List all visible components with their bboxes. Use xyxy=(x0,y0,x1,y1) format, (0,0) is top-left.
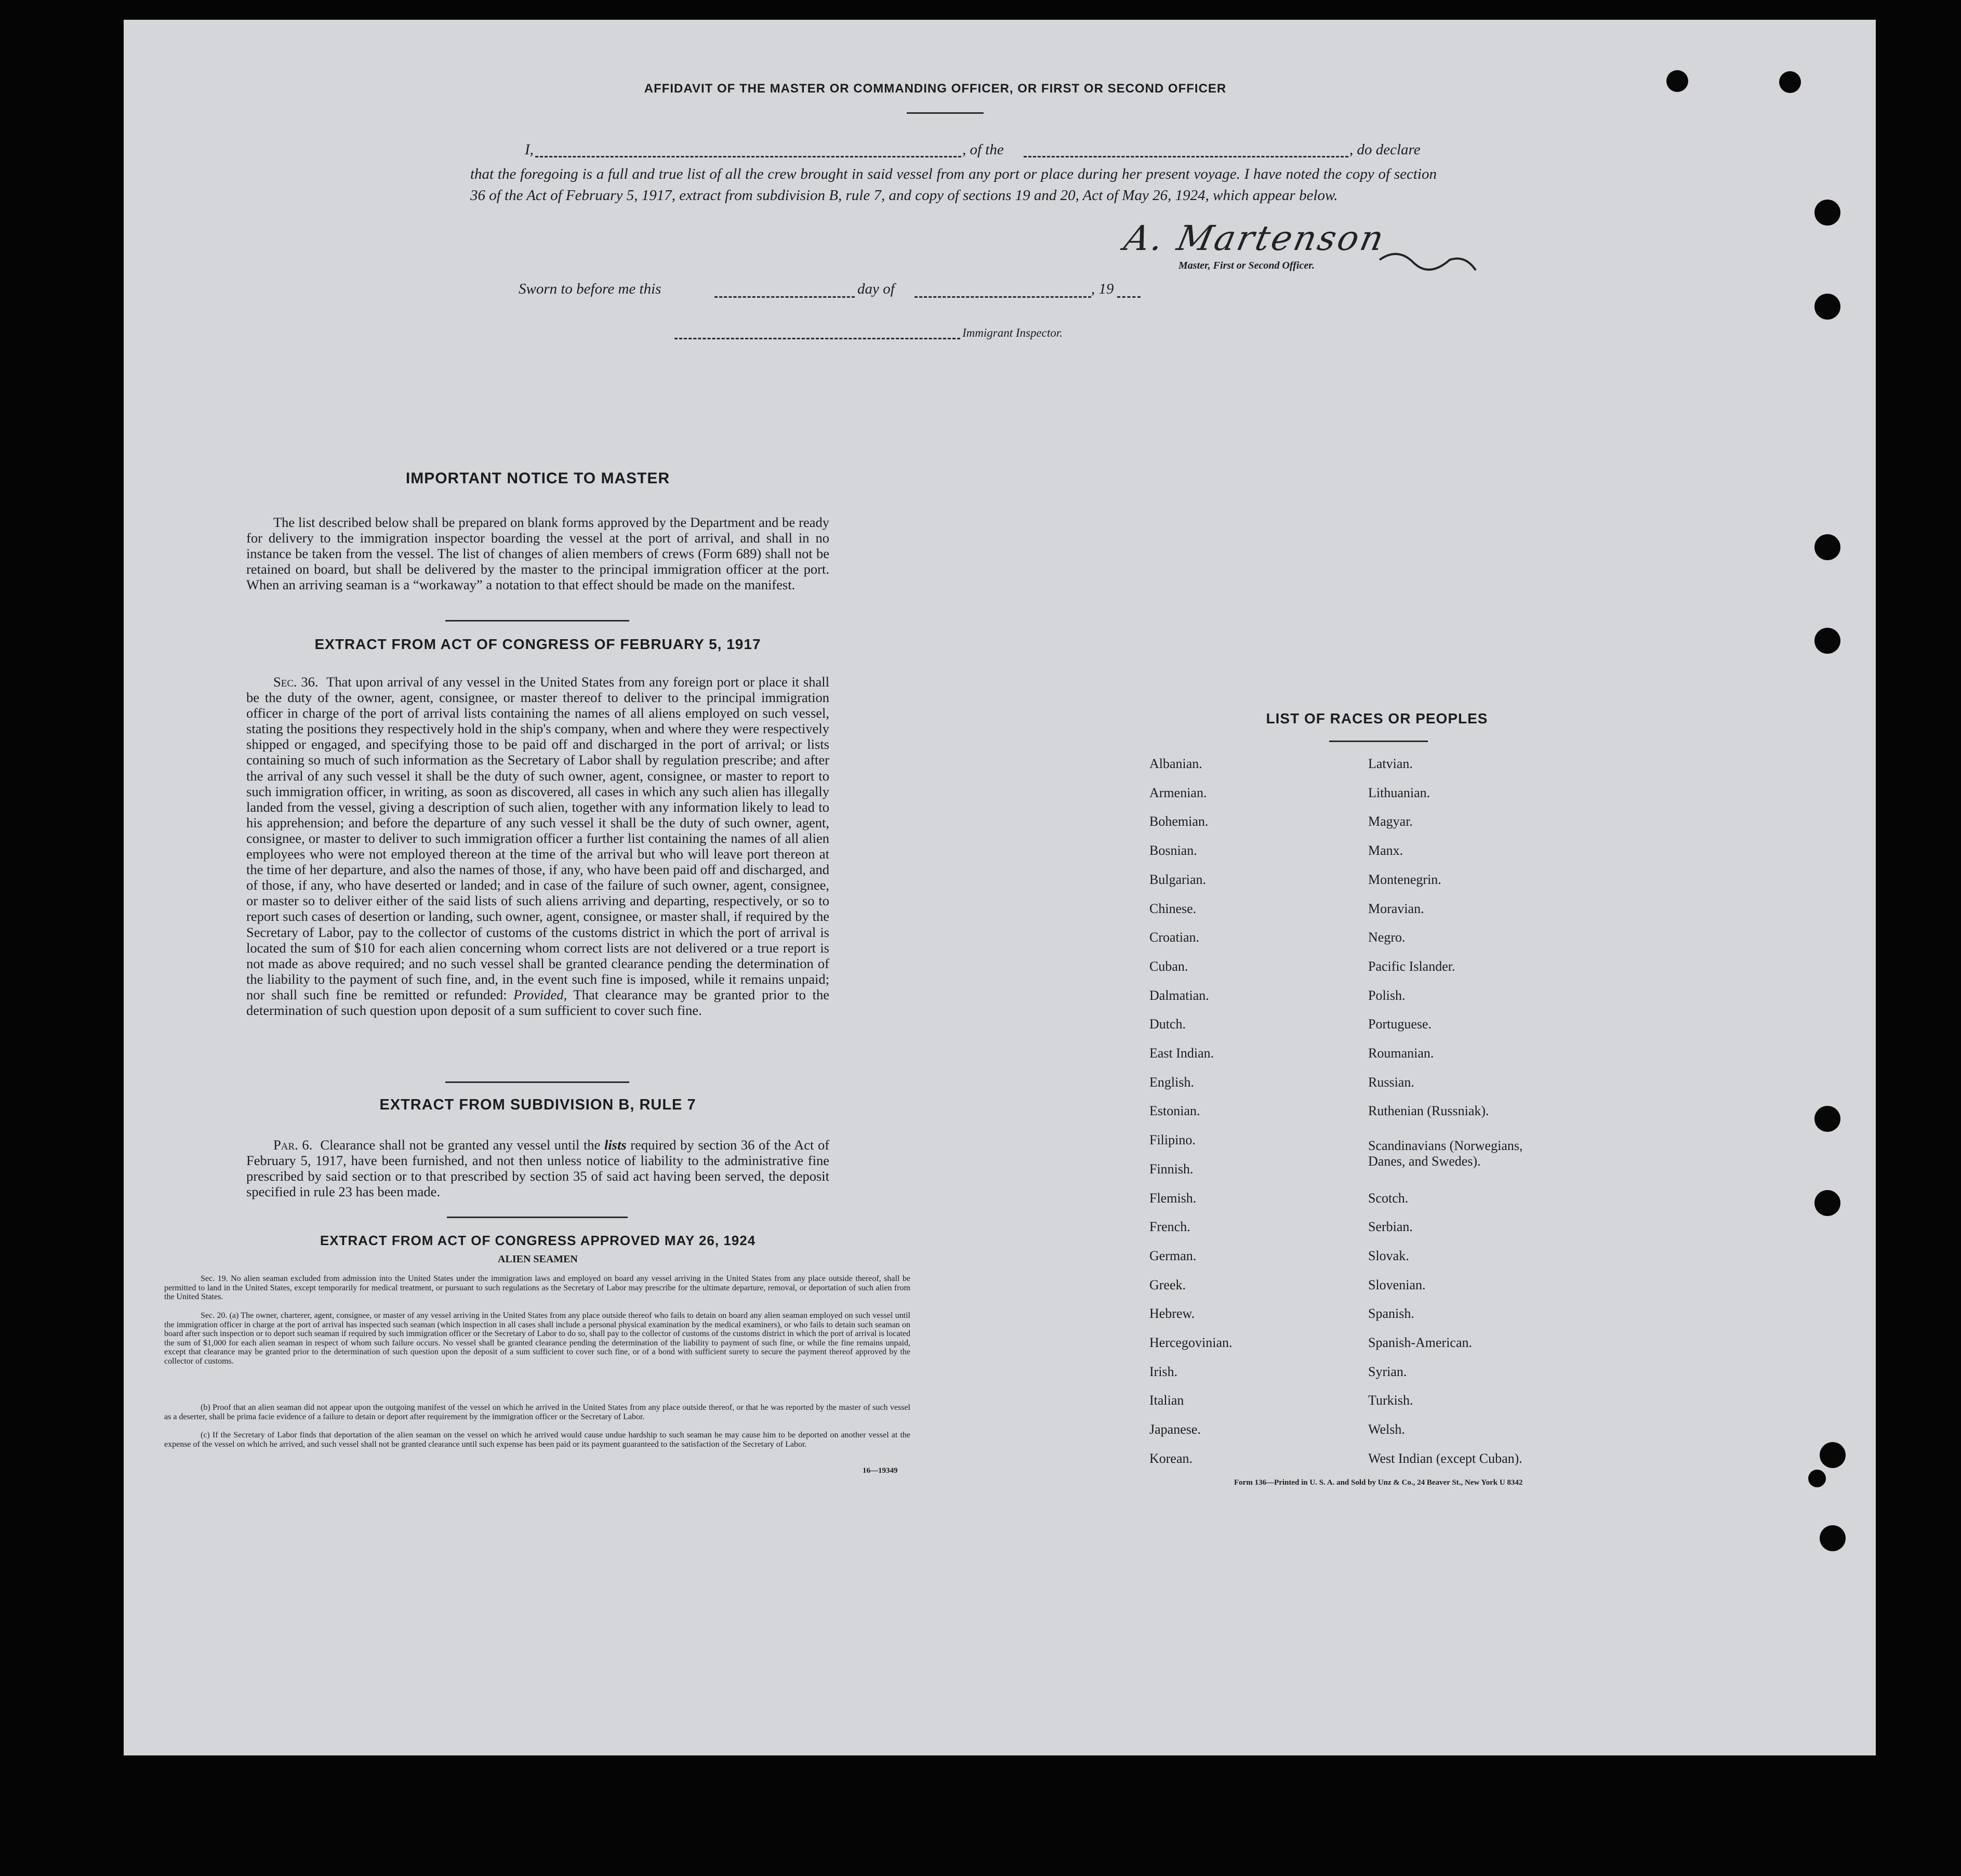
race-item: German. xyxy=(1149,1248,1197,1263)
extract-rule7-title: EXTRACT FROM SUBDIVISION B, RULE 7 xyxy=(379,1096,696,1113)
notice-text: The list described below shall be prepared on blank forms approved by the Department and be ready for delivery to the immigration inspector boarding the vessel at the port of arrival, and shall in no instance be taken from the vessel. The list of changes of alien members of crews (Form 689) shall not be retained on board, but shall be delivered by the master to the principal immigration officer at the port. When an arriving seaman is a “workaway” a notation to that effect should be made on the manifest. xyxy=(246,514,829,593)
punch-hole xyxy=(1814,534,1840,560)
declaration-text: that the foregoing is a full and true list of all the crew brought in said vessel from any port or place during her present voyage. I have noted the copy of section 36 of the Act of February 5, 1917, extract from subdivision B, rule 7, and copy of sections 19 and 20, Act of May 26, 1924, which appear below. xyxy=(470,166,1437,204)
print-code: 16—19349 xyxy=(863,1467,898,1475)
race-item: Dalmatian. xyxy=(1149,987,1209,1003)
extract-1924-para-4: (c) If the Secretary of Labor finds that deportation of the alien seaman on the vessel on which he arrived would cause undue hardship to such seaman he may cause him to be deported on another vessel at the expense of the vessel on which he arrived, and such vessel shall not be granted clearance until such expense has been paid or its payment guaranteed to the satisfaction of the Secretary of Labor. xyxy=(164,1431,910,1449)
section-text-end: That clearance may be granted prior to the determination of such question upon deposit of a sum sufficient to cover such fine. xyxy=(246,986,829,1018)
par-label: Par. 6. xyxy=(273,1137,313,1153)
inspector-blank xyxy=(674,338,960,339)
race-item: Albanian. xyxy=(1149,756,1202,771)
race-item: Spanish-American. xyxy=(1368,1335,1473,1350)
do-declare-label: , do declare xyxy=(1349,141,1421,158)
signature: A. Martenson xyxy=(1120,218,1389,258)
punch-hole xyxy=(1779,71,1801,93)
race-item: Spanish. xyxy=(1368,1306,1414,1322)
race-item: Scotch. xyxy=(1368,1190,1409,1206)
name-blank xyxy=(535,156,961,157)
race-item: Lithuanian. xyxy=(1368,785,1430,800)
race-item: Scandinavians (Norwegians, Danes, and Swedes). xyxy=(1368,1138,1523,1169)
day-of-label: day of xyxy=(857,281,895,297)
lists-word: lists xyxy=(604,1137,627,1153)
race-item: Latvian. xyxy=(1368,756,1413,771)
sworn-label: Sworn to before me this xyxy=(519,281,661,297)
punch-hole xyxy=(1814,200,1840,226)
inspector-label: Immigrant Inspector. xyxy=(962,326,1063,339)
race-item: Welsh. xyxy=(1368,1422,1405,1437)
title-underline xyxy=(907,112,984,114)
i-label: I, xyxy=(525,141,534,158)
race-item: Serbian. xyxy=(1368,1219,1413,1235)
race-item: Manx. xyxy=(1368,843,1403,858)
rule7-text-b: required by section 36 of the Act of February 5, 1917, have been furnished, and not then unless notice of liability to the administrative fine prescribed by said section or to that prescribed by section 35 of said act having been served, the deposit specified in rule 23 has been made. xyxy=(246,1137,830,1200)
race-item: Croatian. xyxy=(1149,930,1200,945)
race-item: Finnish. xyxy=(1149,1161,1194,1177)
race-item: Greek. xyxy=(1149,1277,1186,1292)
race-item: Irish. xyxy=(1149,1364,1178,1379)
rule7-text-a: Clearance shall not be granted any vessel until the xyxy=(320,1137,601,1153)
divider xyxy=(447,1217,628,1218)
punch-hole xyxy=(1814,628,1840,654)
race-item: East Indian. xyxy=(1149,1046,1214,1061)
affidavit-title: AFFIDAVIT OF THE MASTER OR COMMANDING OFFICER, OR FIRST OR SECOND OFFICER xyxy=(644,82,1227,96)
race-item: Bulgarian. xyxy=(1149,871,1207,887)
race-item: Polish. xyxy=(1368,987,1406,1003)
year-blank xyxy=(1117,296,1141,298)
year-label: , 19 xyxy=(1091,281,1114,297)
race-item: Hebrew. xyxy=(1149,1306,1195,1322)
race-item: Ruthenian (Russniak). xyxy=(1368,1103,1489,1119)
race-item: French. xyxy=(1149,1219,1190,1235)
extract-1924-para-3: (b) Proof that an alien seaman did not appear upon the outgoing manifest of the vessel on which he arrived in the United States from any place outside thereof, or that he was reported by the master of such vessel as a deserter, shall be prima facie evidence of a failure to detain or deport after requirement by the immigration officer or the Secretary of Labor. xyxy=(164,1403,910,1421)
races-title-underline xyxy=(1329,741,1428,742)
race-item: Russian. xyxy=(1368,1074,1414,1090)
race-item: Roumanian. xyxy=(1368,1046,1434,1061)
section-text: That upon arrival of any vessel in the United States from any foreign port or place it shall be the duty of the owner, agent, consignee, or master thereof to deliver to the principal immigration officer in charge of the port of arrival lists containing the names of all aliens employed on such vessel, stating the positions they respectively hold in the ship's company, when and where they were respectively shipped or engaged, and specifying those to be paid off and discharged in the port of arrival; or lists containing so much of such information as the Secretary of Labor shall by regulation prescribe; and after the arrival of any such vessel it shall be the duty of such owner, agent, consignee, or master to report to such immigration officer, in writing, as soon as discovered, all cases in which any such alien has illegally landed from the vessel, giving a description of such alien, together with any information likely to lead to his apprehension; and before the departure of any such vessel it shall be the duty of such owner, agent, consignee, or master to deliver to such immigration officer a further list containing the names of all alien employees who were not employed thereon at the time of the arrival but who will leave port thereon at the time of her departure, and also the names of those, if any, who have been paid off and discharged, and of those, if any, who have deserted or landed; and in case of the failure of such owner, agent, consignee, or master so to deliver either of the said lists of such aliens arriving and departing, respectively, or so to report such cases of desertion or landing, such owner, agent, consignee, or master shall, if required by the Secretary of Labor, pay to the collector of customs of the customs district in which the port of arrival is located the sum of $10 for each alien concerning whom correct lists are not delivered or a true report is not made as above required; and no such vessel shall be granted clearance pending the determination of the liability to the payment of such fine, and, in the event such fine is imposed, while it remains unpaid; nor shall such fine be remitted or refunded: xyxy=(246,674,829,1002)
extract-1917-title: EXTRACT FROM ACT OF CONGRESS OF FEBRUARY 5, 1917 xyxy=(314,636,761,652)
notice-title: IMPORTANT NOTICE TO MASTER xyxy=(405,470,670,487)
section-label: Sec. 36. xyxy=(273,674,319,690)
race-item: Moravian. xyxy=(1368,901,1424,916)
race-item: West Indian (except Cuban). xyxy=(1368,1450,1522,1466)
race-item: Dutch. xyxy=(1149,1016,1186,1032)
race-item: Negro. xyxy=(1368,930,1406,945)
race-item: Estonian. xyxy=(1149,1103,1200,1119)
punch-hole xyxy=(1820,1525,1846,1551)
races-title: LIST OF RACES OR PEOPLES xyxy=(1266,710,1488,726)
race-item: English. xyxy=(1149,1074,1194,1090)
of-the-label: , of the xyxy=(962,141,1004,158)
punch-hole xyxy=(1808,1470,1826,1487)
punch-hole xyxy=(1814,294,1840,320)
extract-rule7-text xyxy=(246,1137,829,1199)
extract-1924-para-2: Sec. 20. (a) The owner, charterer, agent, consignee, or master of any vessel arriving in the United States from any place outside thereof who fails to detain on board any alien seaman employed on such vessel until the immigration officer in charge at the port of arrival has inspected such seaman (which inspection in all cases shall include a personal physical examination by the medical examiners), or who fails to detain such seaman on board after such inspection or to deport such seaman if required by such immigration officer or the Secretary of Labor to do so, shall pay to the collector of customs of the customs district in which the port of arrival is located the sum of $1,000 for each alien seaman in respect of whom such failure occurs. No vessel shall be granted clearance pending the determination of the liability to payment of such fine, or while the fine remains unpaid, except that clearance may be granted prior to the determination of such question upon the deposit of a sum sufficient to cover such fine, or of a bond with sufficient surety to secure the payment thereof approved by the collector of customs. xyxy=(164,1311,910,1366)
race-item: Hercegovinian. xyxy=(1149,1335,1233,1350)
signature-flourish xyxy=(1377,244,1481,278)
race-item: Bosnian. xyxy=(1149,843,1197,858)
extract-1917-text xyxy=(246,674,829,1018)
race-item: Syrian. xyxy=(1368,1364,1407,1379)
race-item: Korean. xyxy=(1149,1450,1193,1466)
race-item: Filipino. xyxy=(1149,1132,1196,1148)
punch-hole xyxy=(1666,70,1688,92)
punch-hole xyxy=(1814,1190,1840,1216)
signature-caption: Master, First or Second Officer. xyxy=(1178,260,1315,271)
race-item: Italian xyxy=(1149,1393,1184,1408)
extract-1924-title: EXTRACT FROM ACT OF CONGRESS APPROVED MAY 26, 1924 xyxy=(320,1233,756,1248)
day-blank xyxy=(714,296,855,298)
punch-hole xyxy=(1820,1442,1846,1468)
race-item: Flemish. xyxy=(1149,1190,1197,1206)
race-item: Japanese. xyxy=(1149,1422,1201,1437)
divider xyxy=(445,620,629,622)
race-item: Portuguese. xyxy=(1368,1016,1432,1032)
month-blank xyxy=(915,296,1091,298)
race-item: Magyar. xyxy=(1368,814,1413,829)
race-item: Turkish. xyxy=(1368,1393,1413,1408)
race-item: Chinese. xyxy=(1149,901,1197,916)
extract-1924-para-1: Sec. 19. No alien seaman excluded from admission into the United States under the immigration laws and employed on board any vessel arriving in the United States from any place outside thereof, shall be permitted to land in the United States, except temporarily for medical treatment, or pursuant to such regulations as the Secretary of Labor may prescribe for the ultimate departure, removal, or deportation of such alien from the United States. xyxy=(164,1274,910,1301)
race-item: Montenegrin. xyxy=(1368,871,1441,887)
provided-label: Provided, xyxy=(513,986,567,1002)
race-item: Bohemian. xyxy=(1149,814,1209,829)
race-item: Pacific Islander. xyxy=(1368,958,1455,974)
race-item: Slovenian. xyxy=(1368,1277,1426,1292)
race-item: Slovak. xyxy=(1368,1248,1409,1263)
form-footer: Form 136—Printed in U. S. A. and Sold by Unz & Co., 24 Beaver St., New York U 8342 xyxy=(1234,1478,1523,1487)
extract-1924-subtitle: ALIEN SEAMEN xyxy=(498,1253,578,1265)
race-item: Cuban. xyxy=(1149,958,1188,974)
vessel-blank xyxy=(1024,156,1348,157)
punch-hole xyxy=(1814,1106,1840,1132)
divider xyxy=(445,1081,629,1083)
race-item: Armenian. xyxy=(1149,785,1207,800)
